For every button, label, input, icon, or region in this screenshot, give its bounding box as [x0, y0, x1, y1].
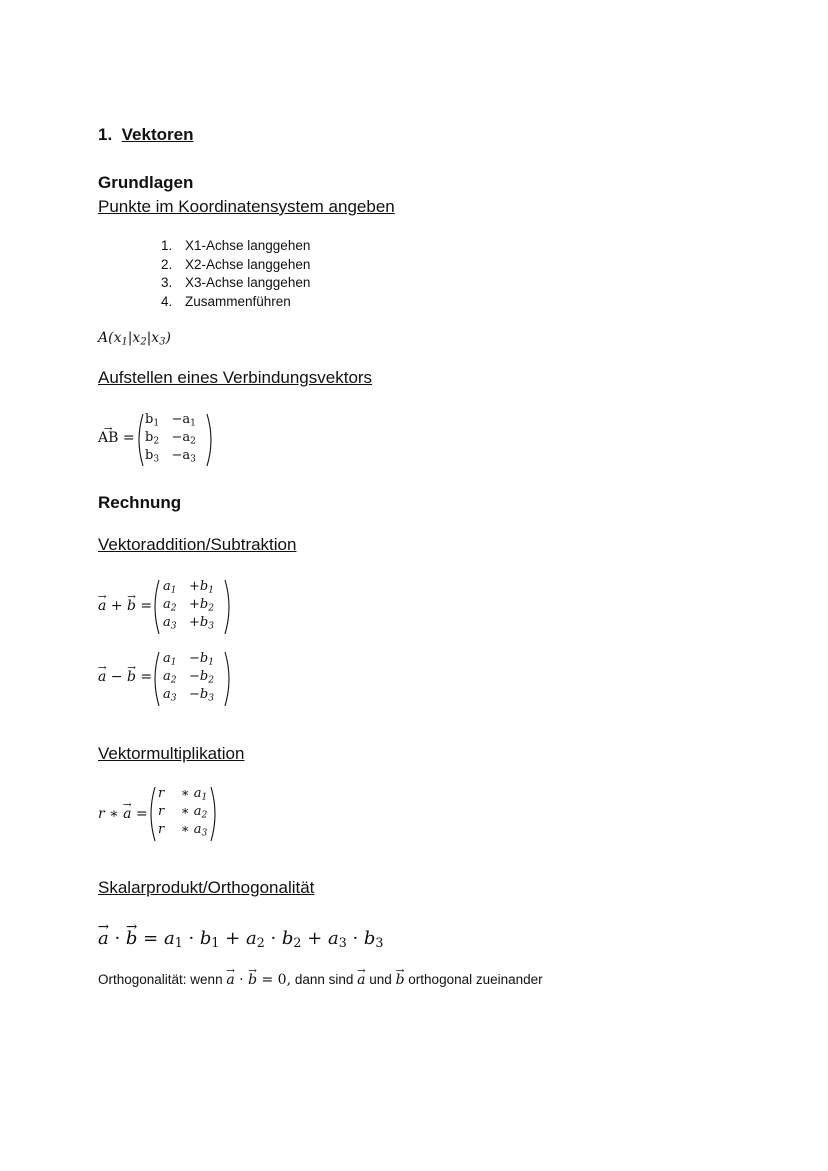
matrix-mult: r ∗ $a_1$ r ∗ $a_2$ r ∗ $a_3$: [146, 785, 220, 843]
section-number: 1.: [98, 125, 113, 144]
steps-list: [161, 238, 310, 313]
heading-skalar: Skalarprodukt/Orthogonalität: [98, 878, 315, 897]
section-title: [98, 125, 193, 145]
heading-grundlagen: Grundlagen: [98, 173, 194, 192]
matrix-add: $a_1 +b_1$ $a_2 +b_2$ $a_3 +b_3$: [150, 578, 234, 636]
heading-rechnung: Rechnung: [98, 493, 182, 512]
dot-product-formula: → a · → $b = a_1 \cdot b_1 + a_2 \cdot b_2 + a_3 \cdot b_3$: [98, 928, 383, 949]
mult-formula: r ∗ → a =: [98, 806, 148, 822]
ab-formula: → AB =: [98, 430, 135, 446]
list-item: 3. X3-Achse langgehen: [161, 275, 311, 291]
heading-verbindungsvektor: Aufstellen eines Verbindungsvektors: [98, 368, 373, 387]
heading-punkte: Punkte im Koordinatensystem angeben: [98, 197, 395, 216]
matrix-ab: $b_1 -a_1$ $b_2 -a_2$ $b_3 -a_3$: [134, 412, 216, 468]
ab-label: → AB: [98, 430, 118, 446]
list-item: 2. X2-Achse langgehen: [161, 256, 311, 272]
heading-mult: Vektormultiplikation: [98, 744, 245, 763]
list-item: 4. Zusammenführen: [161, 294, 291, 310]
point-formula: $A(x_1|x_2|x_3)$: [98, 330, 171, 348]
sub-formula: → a − → b =: [98, 669, 152, 685]
add-formula: → a + → b =: [98, 598, 152, 614]
matrix-sub: $a_1 -b_1$ $a_2 -b_2$ $a_3 -b_3$: [150, 650, 234, 708]
heading-addsub: Vektoraddition/Subtraktion: [98, 535, 297, 554]
section-title-text: Vektoren: [121, 125, 194, 144]
list-item: 1. X1-Achse langgehen: [161, 238, 311, 253]
ortho-text: Orthogonalität: wenn → a · → b = 0, dann sind → a und → b orthogonal zueinander: [98, 972, 543, 988]
